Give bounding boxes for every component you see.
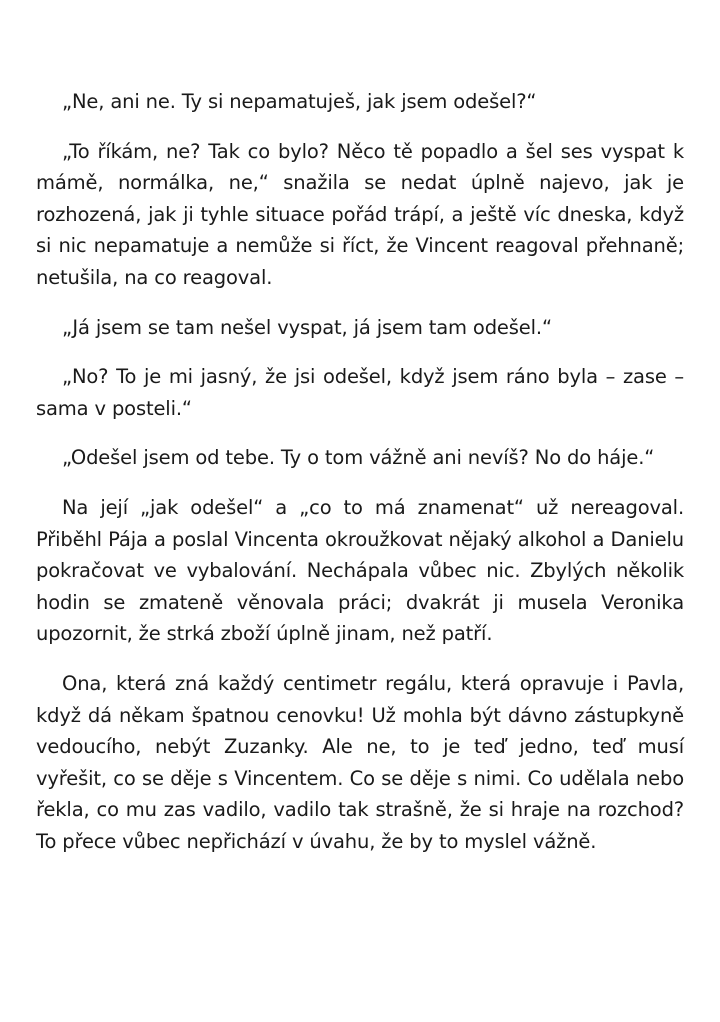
paragraph: „Odešel jsem od tebe. Ty o tom vážně ani nevíš? No do háje.“: [62, 446, 655, 470]
paragraph: Ona, která zná každý centimetr regálu, která opravuje i Pavla, když dá někam špatnou cenovku! Už mohla být dávno zástupkyně vedoucího, nebýt Zuzanky. Ale ne, to je teď jedno, teď musí vyřešit, co se děje s Vincentem. Co se děje s nimi. Co udělala nebo řekla, co mu zas vadilo, vadilo tak strašně, že si hraje na rozchod? To přece vůbec nepřichází v úvahu, že by to myslel vážně.: [36, 671, 684, 853]
paragraph: „Já jsem se tam nešel vyspat, já jsem tam odešel.“: [62, 315, 552, 339]
paragraph: „No? To je mi jasný, že jsi odešel, když jsem ráno byla – zase – sama v posteli.“: [36, 365, 684, 420]
paragraph: „Ne, ani ne. Ty si nepamatuješ, jak jsem odešel?“: [62, 90, 537, 113]
document-body: [36, 86, 684, 857]
paragraph: Na její „jak odešel“ a „co to má znamenat“ už nereagoval. Přiběhl Pája a poslal Vincenta okroužkovat nějaký alkohol a Danielu pokračovat ve vybalování. Nechápala vůbec nic. Zbylých několik hodin se zmateně věnovala práci; dvakrát ji musela Veronika upozornit, že strká zboží úplně jinam, než patří.: [36, 495, 684, 646]
paragraph: „To říkám, ne? Tak co bylo? Něco tě popadlo a šel ses vyspat k mámě, normálka, ne,“ snažila se nedat úplně najevo, jak je rozhozená, jak ji tyhle situace pořád trápí, a ještě víc dneska, když si nic nepamatuje a nemůže si říct, že Vincent reagoval přehnaně; netušila, na co reagoval.: [36, 139, 684, 289]
